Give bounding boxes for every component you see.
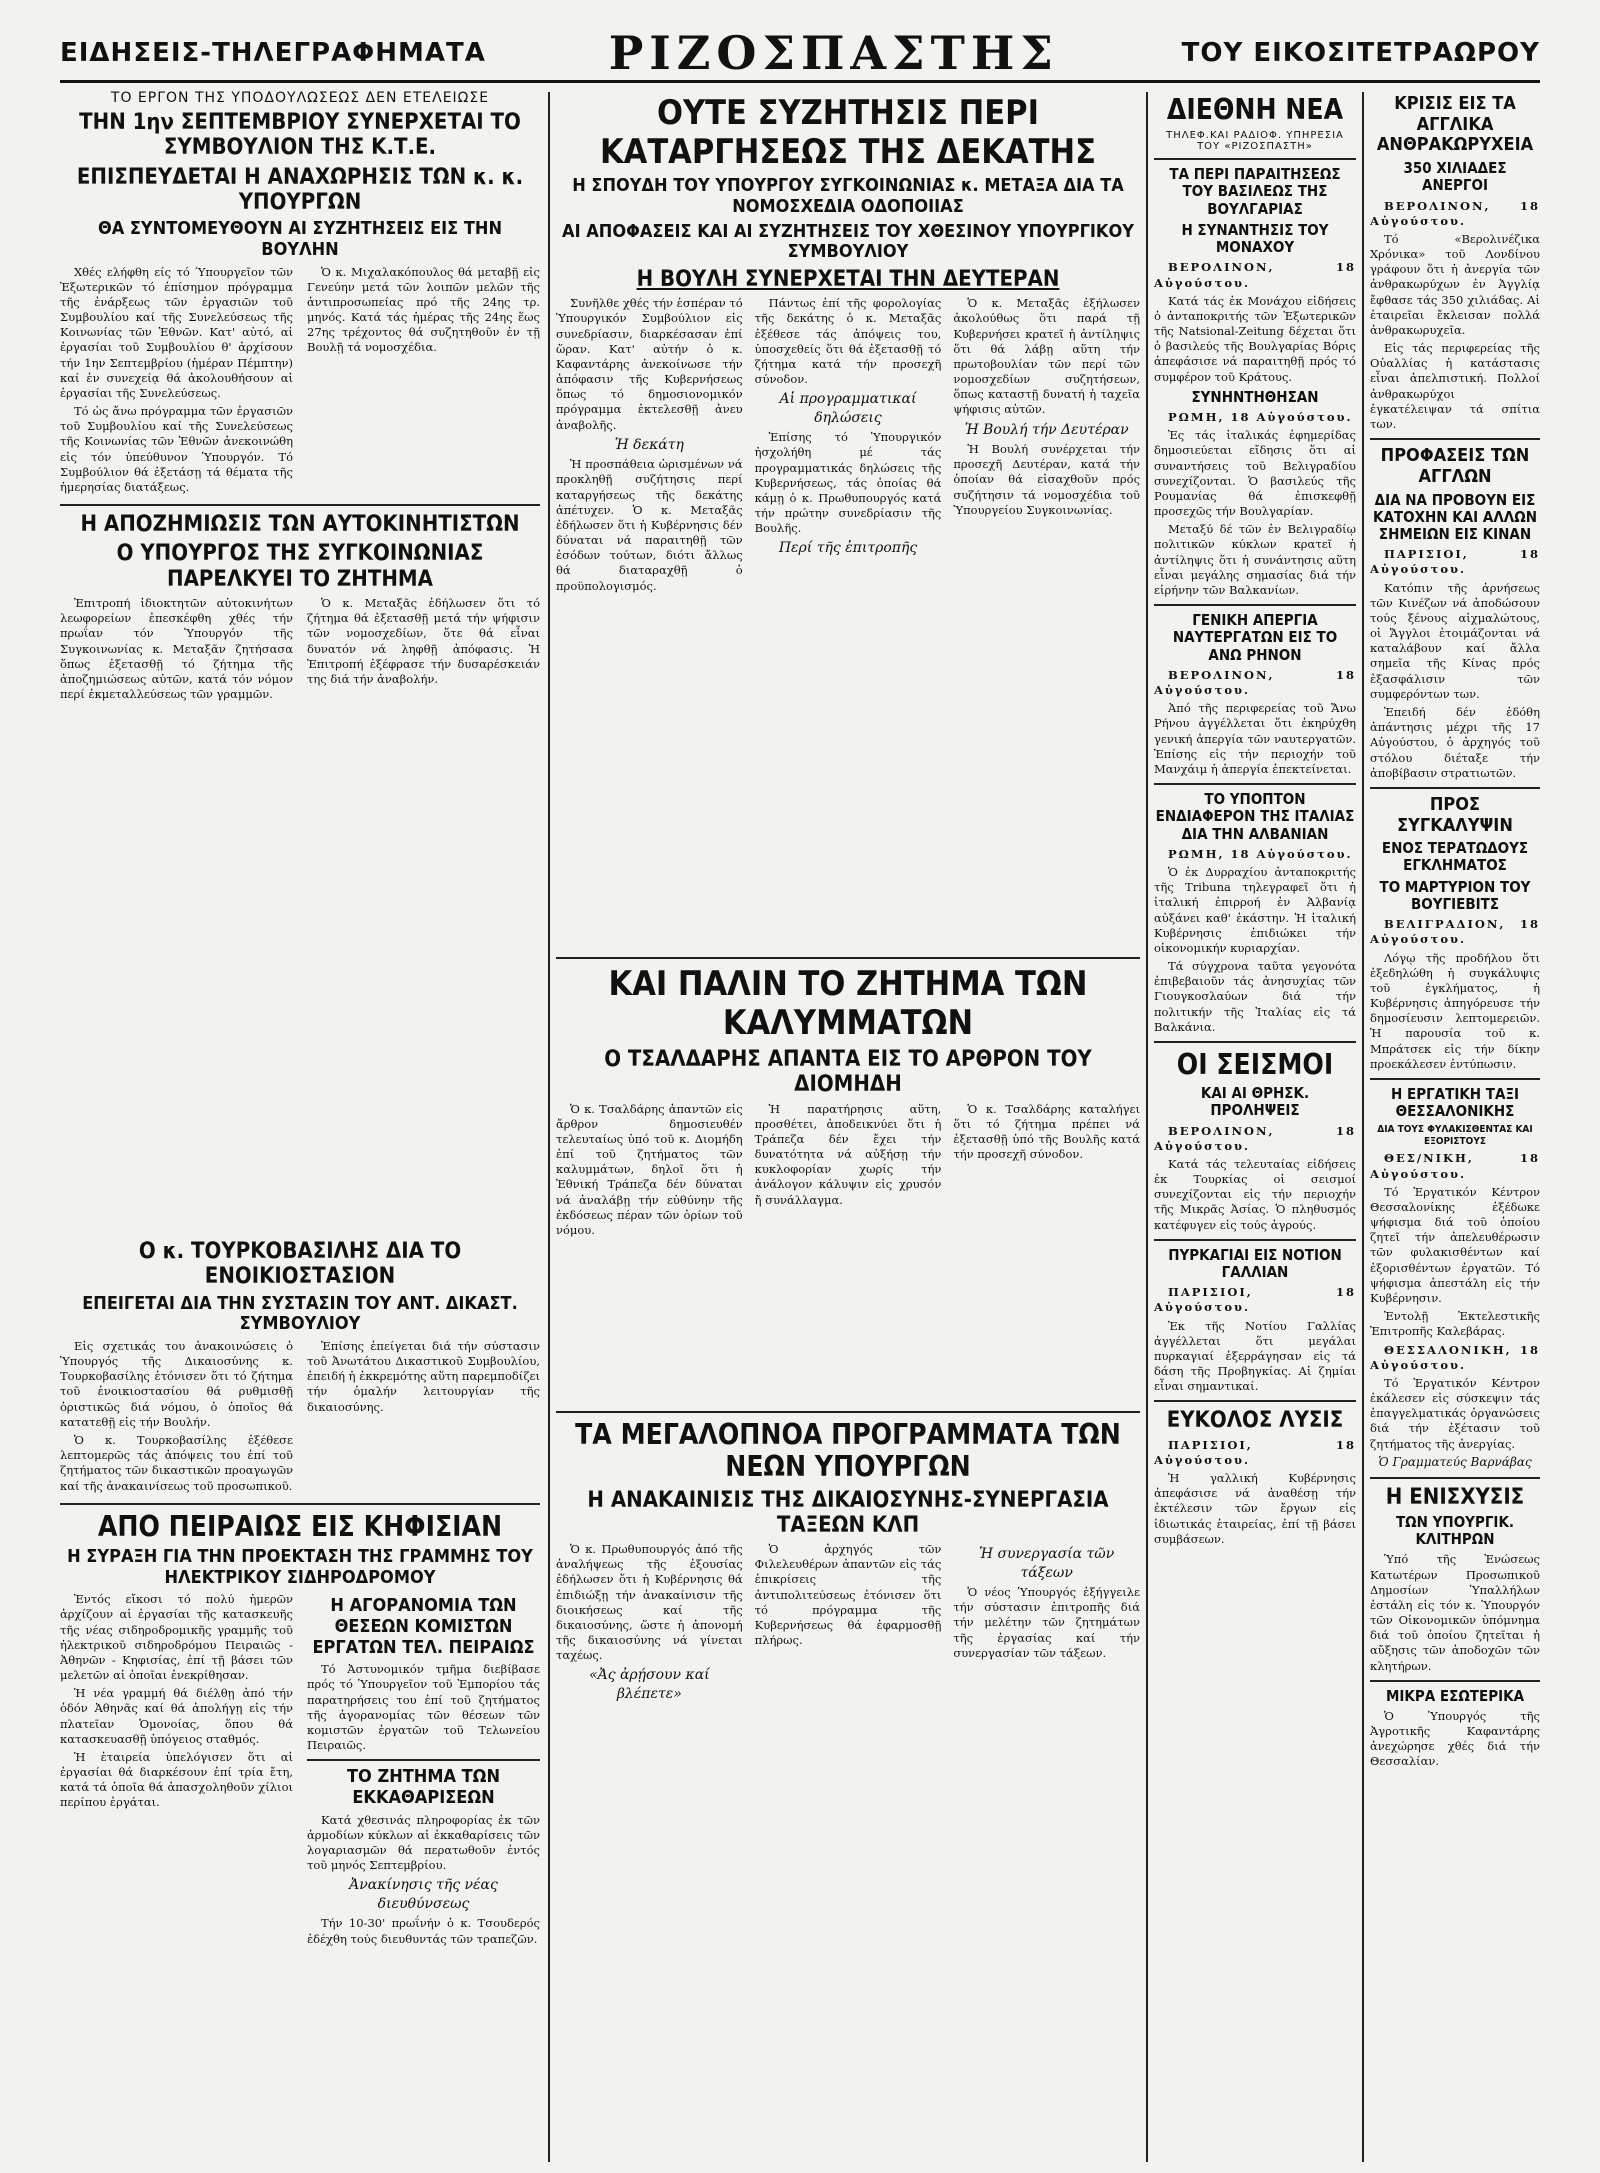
paragraph: Εἰς σχετικάς του ἀνακοινώσεις ὁ Ὑπουργός τῆς Δικαιοσύνης κ. Τουρκοβασίλης ἐτόνισεν ὅτι τό ζήτημα τοῦ ἐνοικιοστασίου θά ρυθμισθῇ ὁριστικῶς διά νόμου, ὁ ὁποῖος θά κατατεθῇ εἰς τήν Βουλήν. [60, 1338, 293, 1429]
article-headline: Η ΕΡΓΑΤΙΚΗ ΤΑΞΙ ΘΕΣΣΑΛΟΝΙΚΗΣ [1390, 1084, 1519, 1121]
paragraph: Ἡ γαλλική Κυβέρνησις ἀπεφάσισε νά ἀναθέσῃ τήν ἐκτέλεσιν τῶν ἔργων εἰς ἰδιωτικάς ἑταιρείας, ἐπί τῇ βάσει συμβάσεων. [1154, 1471, 1356, 1546]
paragraph: Ἐπίσης ἐπείγεται διά τήν σύστασιν τοῦ Ἀνωτάτου Δικαστικοῦ Συμβουλίου, ἐπειδή ἡ ἐκκρεμότης αὕτη παρεμποδίζει τήν ὁμαλήν λειτουργίαν τῆς δικαιοσύνης. [307, 1338, 540, 1414]
paragraph: Τό Ἐργατικόν Κέντρον Θεσσαλονίκης ἐξέδωκε ψήφισμα διά τοῦ ὁποίου ζητεῖ τήν ἀπελευθέρωσιν τῶν φυλακισθέντων καί ἐξορισθέντων ἐργατῶν. Τό ψήφισμα ἀπεστάλη εἰς τήν Κυβέρνησιν. [1370, 1184, 1540, 1305]
paragraph: Συνῆλθε χθές τήν ἑσπέραν τό Ὑπουργικόν Συμβούλιον εἰς συνεδρίασιν, διαρκέσασαν ἐπί ὥραν. Κατ' αὐτήν ὁ κ. Καφαντάρης ἀνεκοίνωσε τήν ἀπόφασιν τῆς Κυβερνήσεως ὅπως τό δημοσιονομικόν πρόγραμμα ἐκτελεσθῇ ἀνευ ἀναβολῆς. [556, 296, 743, 432]
article-subhead: ΔΙΑ ΤΟΥΣ ΦΥΛΑΚΙΣΘΕΝΤΑΣ ΚΑΙ ΕΞΟΡΙΣΤΟΥΣ [1377, 1124, 1533, 1147]
article-subhead: ΤΟ ΜΑΡΤΥΡΙΟΝ ΤΟΥ ΒΟΥΓΙΕΒΙΤΣ [1379, 877, 1531, 913]
paragraph: Ἐπιτροπή ἰδιοκτητῶν αὐτοκινήτων λεωφορείων ἐπεσκέφθη χθές τήν πρωΐαν τόν Ὑπουργόν τῆς Συγκοινωνίας κ. Μεταξᾶν ζητήσασα ὅπως ἐξετασθῇ τό ζήτημα τῆς ἀποζημιώσεως αὐτῶν, κατά τόν νόμον περί ἐκμεταλλεύσεως τῶν γραμμῶν. [60, 596, 293, 702]
masthead-rule [60, 80, 1540, 83]
divider [556, 957, 1140, 959]
column-left-top [60, 90, 540, 1220]
signature-line: Ὁ Γραμματεύς Βαρνάβας [1378, 1454, 1532, 1469]
article-subhead: ΔΙΑ ΝΑ ΠΡΟΒΟΥΝ ΕΙΣ ΚΑΤΟΧΗΝ ΚΑΙ ΑΛΛΩΝ ΣΗΜΕΙΩΝ ΕΙΣ ΚΙΝΑΝ [1373, 490, 1537, 544]
column-international [1154, 90, 1356, 2160]
paragraph: Ὁ κ. Τσαλδάρης ἀπαντῶν εἰς ἄρθρον δημοσιευθέν τελευταίως ὑπό τοῦ κ. Διομήδη ἐπί τοῦ ζητήματος τῶν καλυμμάτων, δηλοῖ ὅτι ἡ Ἐθνική Τράπεζα δέν δύναται νά ἀναλάβῃ τήν εὐθύνην τῆς ἐκδόσεως πέραν τῶν ὁρίων τοῦ νόμου. [556, 1101, 743, 1237]
article-headline: ΟΙ ΣΕΙΣΜΟΙ [1176, 1047, 1334, 1081]
article-headline: ΤΟ ΖΗΤΗΜΑ ΤΩΝ ΕΚΚΑΘΑΡΙΣΕΩΝ [347, 1766, 500, 1809]
paragraph: Ἐς τάς ἰταλικάς ἐφημερίδας δημοσιεύεται εἴδησις ὅτι αἱ συναντήσεις τοῦ Βελιγραδίου συνεχίζονται. Ὁ βασιλεύς τῆς Ρουμανίας θά ἐπισκεφθῇ προσεχῶς τήν Βουλγαρίαν. [1154, 428, 1356, 519]
paragraph: Ὁ ἀρχηγός τῶν Φιλελευθέρων ἀπαντῶν εἰς τάς ἐπικρίσεις τῆς ἀντιπολιτεύσεως ἐτόνισεν ὅτι τό πρόγραμμα τῆς Κυβερνήσεως θά ἐφαρμοσθῇ πλήρως. [754, 1542, 942, 1648]
article-subhead: ΚΑΙ ΑΙ ΘΡΗΣΚ. ΠΡΟΛΗΨΕΙΣ [1200, 1084, 1310, 1120]
article-headline: ΚΑΙ ΠΑΛΙΝ ΤΟ ΖΗΤΗΜΑ ΤΩΝ ΚΑΛΥΜΜΑΤΩΝ [608, 963, 1088, 1043]
article-headline: ΤΑ ΠΕΡΙ ΠΑΡΑΙΤΗΣΕΩΣ ΤΟΥ ΒΑΣΙΛΕΩΣ ΤΗΣ ΒΟΥΛΓΑΡΙΑΣ [1169, 165, 1341, 218]
paragraph: Ἐπειδή δέν ἐδόθη ἀπάντησις μέχρι τῆς 17 Αὐγούστου, ὁ ἀρχηγός τοῦ στόλου διέταξε τήν ἀποβίβασιν στρατιωτῶν. [1370, 704, 1540, 780]
dateline: ΡΩΜΗ, 18 Αὐγούστου. [1168, 846, 1353, 861]
divider [1370, 1477, 1540, 1479]
paragraph: Τήν 10-30' πρωΐνήν ὁ κ. Τσουδερός ἐδέχθη τούς διευθυντάς τῶν τραπεζῶν. [307, 1916, 540, 1946]
divider [1154, 604, 1356, 606]
section-title: ΔΙΕΘΝΗ ΝΕΑ [1166, 93, 1344, 126]
paragraph: Τό ὡς ἄνω πρόγραμμα τῶν ἐργασιῶν τοῦ Συμβουλίου καί τῆς Συνελεύσεως τῆς Κοινωνίας τῶν Ἐθνῶν ἀνεκοινώθη εἰς τόν ὑπεύθυνον Ὑπουργόν. Τό Συμβούλιον θά ἐξετάσῃ τά θέματα τῆς ἡμερησίας διατάξεως. [60, 404, 293, 494]
masthead-left: ΕΙΔΗΣΕΙΣ-ΤΗΛΕΓΡΑΦΗΜΑΤΑ [60, 38, 486, 68]
section-subtitle: Ἡ Βουλή τήν Δευτέραν [964, 421, 1129, 438]
article-subhead: Η ΒΟΥΛΗ ΣΥΝΕΡΧΕΤΑΙ ΤΗΝ ΔΕΥΤΕΡΑΝ [636, 266, 1060, 292]
paragraph: Ἡ ἑταιρεία ὑπελόγισεν ὅτι αἱ ἐργασίαι θά διαρκέσουν ἐπί τρία ἔτη, κατά τά ὁποῖα θά ἀπασχοληθοῦν χίλιοι περίπου ἐργάται. [60, 1749, 293, 1810]
divider [60, 504, 540, 506]
article-body [556, 1542, 1140, 1706]
paragraph: Τά σύγχρονα ταῦτα γεγονότα ἐπιβεβαιοῦν τάς ἀνησυχίας τῶν Γιουγκοσλαύων διά τήν πολιτικήν τῆς Ἰταλίας εἰς τά Βαλκάνια. [1154, 959, 1356, 1034]
masthead-right: ΤΟΥ ΕΙΚΟΣΙΤΕΤΡΑΩΡΟΥ [1181, 38, 1540, 68]
article-headline: ΠΥΡΚΑΓΙΑΙ ΕΙΣ ΝΟΤΙΟΝ ΓΑΛΛΙΑΝ [1168, 1245, 1342, 1282]
masthead [60, 26, 1540, 80]
dateline: ΠΑΡΙΣΙΟΙ, 18 Αὐγούστου. [1154, 1437, 1356, 1467]
article-body [60, 1339, 540, 1497]
paragraph: Τό Ἀστυνομικόν τμῆμα διεβίβασε πρός τό Ὑπουργεῖον τοῦ Ἐμπορίου τάς παρατηρήσεις του ἐπί τοῦ ζητήματος τῆς ἀγορανομίας τῶν θέσεων τῶν κομιστῶν ἐργατῶν τοῦ Τελωνείου Πειραιῶς. [307, 1662, 540, 1753]
divider [1154, 1239, 1356, 1241]
article-headline: Η ΑΓΟΡΑΝΟΜΙΑ ΤΩΝ ΘΕΣΕΩΝ ΚΟΜΙΣΤΩΝ ΕΡΓΑΤΩΝ ΤΕΛ. ΠΕΙΡΑΙΩΣ [312, 1595, 535, 1658]
column-rule [548, 92, 550, 2162]
paragraph: Ἀπό τῆς περιφερείας τοῦ Ἄνω Ρήνου ἀγγέλλεται ὅτι ἐκηρύχθη γενική ἀπεργία τῶν ναυτεργατῶν. Ἐπίσης εἰς τήν περιοχήν τοῦ Μανχάιμ ἡ ἀπεργία ἐπεκτείνεται. [1154, 701, 1356, 776]
paragraph: Ἐντός εἴκοσι τό πολύ ἡμερῶν ἀρχίζουν αἱ ἐργασίαι τῆς κατασκευῆς τῆς νέας σιδηροδρομικῆς γραμμῆς τοῦ ἠλεκτρικοῦ σιδηροδρόμου Πειραιῶς - Ἀθηνῶν - Κηφισίας, ἐπί τῇ βάσει τῶν μελετῶν αἱ ὁποῖαι ἐνεκρίθησαν. [60, 1592, 293, 1683]
paragraph: Εἰς τάς περιφερείας τῆς Οὐαλλίας ἡ κατάστασις εἶναι ἀπελπιστική. Πολλοί ἀνθρακωρύχοι ἐγκατέλειψαν τά σπίτια των. [1370, 341, 1540, 431]
paragraph: Ὁ Ὑπουργός τῆς Ἀγροτικῆς Καφαντάρης ἀνεχώρησε χθές διά τήν Θεσσαλίαν. [1370, 1708, 1540, 1769]
dateline: ΒΕΡΟΛΙΝΟΝ, 18 Αὐγούστου. [1154, 260, 1356, 290]
section-subtitle: Ἡ δεκάτη [614, 436, 684, 453]
section-subtitle: Ἀνακίνησις τῆς νέας διευθύνσεως [349, 1877, 498, 1912]
paragraph: Ἡ Βουλή συνέρχεται τήν προσεχῆ Δευτέραν, κατά τήν ὁποίαν θά εἰσαχθοῦν πρός συζήτησιν τά νομοσχέδια τοῦ Ὑπουργείου Συγκοινωνίας. [953, 442, 1140, 517]
paragraph: Ἐκ τῆς Νοτίου Γαλλίας ἀγγέλλεται ὅτι μεγάλαι πυρκαγιαί ἐξερράγησαν εἰς τά δάση τῆς Προβηγκίας. Αἱ ζημίαι εἶναι σημαντικαί. [1154, 1318, 1356, 1394]
dateline: ΘΕΣ/ΝΙΚΗ, 18 Αὐγούστου. [1370, 1151, 1540, 1181]
paragraph: Τό Ἐργατικόν Κέντρον ἐκάλεσεν εἰς σύσκεψιν τάς ἐπαγγελματικάς ὀργανώσεις διά τήν ἐξέτασιν τοῦ ζητήματος τῆς ἀνεργίας. [1370, 1375, 1540, 1451]
article-headline: Η ΑΠΟΖΗΜΙΩΣΙΣ ΤΩΝ ΑΥΤΟΚΙΝΗΤΙΣΤΩΝ [80, 512, 520, 538]
paragraph: Ἡ νέα γραμμή θά διέλθῃ ἀπό τήν ὁδόν Ἀθηνᾶς καί θά ἀπολήγῃ εἰς τήν πλατεῖαν Ὁμονοίας, ὅπου θά κατασκευασθῇ ὑπόγειος σταθμός. [60, 1686, 293, 1746]
column-center [556, 90, 1140, 2160]
article-subhead: ΕΠΙΣΠΕΥΔΕΤΑΙ Η ΑΝΑΧΩΡΗΣΙΣ ΤΩΝ κ. κ. ΥΠΟΥΡΓΩΝ [76, 164, 524, 215]
column-right [1370, 90, 1540, 2160]
article-subhead: Η ΑΝΑΚΑΙΝΙΣΙΣ ΤΗΣ ΔΙΚΑΙΟΣΥΝΗΣ-ΣΥΝΕΡΓΑΣΙΑ ΤΑΞΕΩΝ ΚΛΠ [587, 1487, 1109, 1538]
article-headline: ΕΥΚΟΛΟΣ ΛΥΣΙΣ [1166, 1408, 1344, 1434]
paragraph: Ὁ κ. Πρωθυπουργός ἀπό τῆς ἀναλήψεως τῆς ἐξουσίας ἐδήλωσεν ὅτι ἡ Κυβέρνησις θά ἐπιδιώξῃ τήν ἀνακαίνισιν τῆς διοικήσεως καί τῆς δικαιοσύνης, ὥστε ἡ ἀπονομή τῆς δικαιοσύνης νά γίνεται ταχέως. [556, 1542, 743, 1663]
article-subhead: ΕΠΕΙΓΕΤΑΙ ΔΙΑ ΤΗΝ ΣΥΣΤΑΣΙΝ ΤΟΥ ΑΝΤ. ΔΙΚΑΣΤ. ΣΥΜΒΟΥΛΙΟΥ [82, 1292, 518, 1335]
paragraph: Κατά τάς τελευταίας εἰδήσεις ἐκ Τουρκίας οἱ σεισμοί συνεχίζονται εἰς τήν περιοχήν τῆς Μικρᾶς Ἀσίας. Ὁ πληθυσμός κατέφυγεν εἰς τούς ἀγρούς. [1154, 1156, 1356, 1232]
article-headline: Ο κ. ΤΟΥΡΚΟΒΑΣΙΛΗΣ ΔΙΑ ΤΟ ΕΝΟΙΚΙΟΣΤΑΣΙΟΝ [138, 1239, 462, 1290]
divider [1154, 1400, 1356, 1402]
paragraph: Μεταξύ δέ τῶν ἐν Βελιγραδίῳ πολιτικῶν κύκλων κρατεῖ ἡ ἀντίληψις ὅτι ἡ συνάντησις αὕτη εἶναι μεγάλης σημασίας διά τήν εἰρήνην τῶν Βαλκανίων. [1154, 522, 1356, 597]
column-left-bottom [60, 1235, 540, 2165]
article-headline: ΑΠΟ ΠΕΙΡΑΙΩΣ ΕΙΣ ΚΗΦΙΣΙΑΝ [97, 1509, 503, 1543]
divider [1154, 158, 1356, 160]
paragraph: Χθές ελήφθη είς τό Ύπουργεῖον τῶν Ἐξωτερικῶν τό ἐπίσημον πρόγραμμα τῆς ἐνάρξεως τῶν ἐργασιῶν τοῦ Συμβουλίου καί τῆς Συνελεύσεως τῆς Κοινωνίας τῶν Ἐθνῶν. Κατ' αὐτό, αἱ ἐργασίαι τοῦ Συμβουλίου θ' ἀρχίσουν τήν 1ην Σεπτεμβρίου (ἡμέραν Πέμπτην) καί ἐν συνεχείᾳ θά ἀκολουθήσουν αἱ ἐργασίαι τῆς Συνελεύσεως. [60, 264, 293, 400]
dateline: ΘΕΣΣΑΛΟΝΙΚΗ, 18 Αὐγούστου. [1370, 1342, 1540, 1372]
article-subhead: ΤΩΝ ΥΠΟΥΡΓΙΚ. ΚΛΙΤΗΡΩΝ [1395, 1512, 1515, 1549]
divider [1370, 787, 1540, 789]
paragraph: Ἡ προσπάθεια ὡρισμένων νά προκληθῇ συζήτησις περί καταργήσεως τῆς δεκάτης ἀπέτυχεν. Ὁ κ. Μεταξᾶς ἐδήλωσεν ὅτι ἡ Κυβέρνησις δέν δύναται νά παραιτηθῇ τῶν ἐσόδων τούτων, διότι ἄλλως θά διαταραχθῇ ὁ προϋπολογισμός. [556, 457, 743, 593]
lead-headline: ΟΥΤΕ ΣΥΖΗΤΗΣΙΣ ΠΕΡΙ ΚΑΤΑΡΓΗΣΕΩΣ ΤΗΣ ΔΕΚΑΤΗΣ [599, 93, 1097, 173]
article-subhead: Η ΣΥΝΑΝΤΗΣΙΣ ΤΟΥ ΜΟΝΑΧΟΥ [1181, 220, 1329, 257]
paragraph: Ὁ κ. Μιχαλακόπουλος θά μεταβῇ εἰς Γενεύην μετά τῶν λοιπῶν μελῶν τῆς ἀντιπροσωπείας πρό τῆς 24ης τρ. μηνός. Κατά τάς ἡμέρας τῆς 24ης ἕως 27ης τρέχοντος θά συζητηθοῦν ἐν τῇ Βουλῇ τά νομοσχέδια. [307, 264, 540, 355]
article-headline: ΚΡΙΣΙΣ ΕΙΣ ΤΑ ΑΓΓΛΙΚΑ ΑΝΘΡΑΚΩΡΥΧΕΙΑ [1376, 93, 1534, 156]
paragraph: Λόγῳ τῆς προδήλου ὅτι ἐξεδηλώθη ἡ συγκάλυψις τοῦ ἐγκλήματος, ἡ Κυβέρνησις ἀπηγόρευσε τήν δημοσίευσιν λεπτομερειῶν. Ἡ παρουσία τοῦ κ. Μπράτσεκ εἰς τήν δίκην προεκάλεσεν ἐντύπωσιν. [1370, 950, 1540, 1071]
dateline: ΡΩΜΗ, 18 Αὐγούστου. [1168, 410, 1353, 425]
section-subtitle: Περί τῆς ἐπιτροπῆς [778, 540, 918, 557]
dateline: ΒΕΡΟΛΙΝΟΝ, 18 Αὐγούστου. [1370, 198, 1540, 228]
divider [307, 1759, 540, 1761]
article-kicker: ΤΟ ΕΡΓΟΝ ΤΗΣ ΥΠΟΔΟΥΛΩΣΕΩΣ ΔΕΝ ΕΤΕΛΕΙΩΣΕ [110, 90, 490, 106]
dateline: ΠΑΡΙΣΙΟΙ, 18 Αὐγούστου. [1370, 547, 1540, 577]
article-headline: ΤΟ ΥΠΟΠΤΟΝ ΕΝΔΙΑΦΕΡΟΝ ΤΗΣ ΙΤΑΛΙΑΣ ΔΙΑ ΤΗΝ ΑΛΒΑΝΙΑΝ [1155, 790, 1355, 843]
article-subhead: ΘΑ ΣΥΝΤΟΜΕΥΘΟΥΝ ΑΙ ΣΥΖΗΤΗΣΕΙΣ ΕΙΣ ΤΗΝ ΒΟΥΛΗΝ [97, 218, 503, 260]
divider [1370, 1078, 1540, 1080]
article-body [556, 1102, 1140, 1242]
section-kicker: ΤΗΛΕΦ.ΚΑΙ ΡΑΔΙΟΦ. ΥΠΗΡΕΣΙΑ ΤΟΥ «ΡΙΖΟΣΠΑΣΤΗ» [1166, 130, 1344, 153]
paragraph: Κατά χθεσινάς πληροφορίας ἐκ τῶν ἁρμοδίων κύκλων αἱ ἐκκαθαρίσεις τῶν λογαριασμῶν θά περατωθοῦν ἐντός τοῦ μηνός Σεπτεμβρίου. [307, 1812, 540, 1873]
divider [1154, 1041, 1356, 1043]
paragraph: Ὑπό τῆς Ἑνώσεως Κατωτέρων Προσωπικοῦ Δημοσίων Ὑπαλλήλων ἐστάλη εἰς τόν κ. Ὑπουργόν τῶν Οἰκονομικῶν ὑπόμνημα διά τοῦ ὁποίου ζητεῖται ἡ αὔξησις τῶν ἀποδοχῶν τῶν κλητήρων. [1370, 1552, 1540, 1673]
section-subtitle: Αἱ προγραμματικαί δηλώσεις [779, 391, 917, 426]
column-rule [1146, 92, 1148, 2162]
article-subhead: ΕΝΟΣ ΤΕΡΑΤΩΔΟΥΣ ΕΓΚΛΗΜΑΤΟΣ [1381, 839, 1529, 875]
paragraph: Πάντως ἐπί τῆς φορολογίας τῆς δεκάτης ὁ κ. Μεταξᾶς ἐξέθεσε τάς ἀπόψεις του, ὑποσχεθείς ὅτι θά ἐξετασθῇ τό ζήτημα κατά τήν προσεχῆ σύνοδον. [754, 296, 942, 387]
article-subhead: Ο ΤΣΑΛΔΑΡΗΣ ΑΠΑΝΤΑ ΕΙΣ ΤΟ ΑΡΘΡΟΝ ΤΟΥ ΔΙΟΜΗΔΗ [604, 1046, 1092, 1098]
dateline: ΠΑΡΙΣΙΟΙ, 18 Αὐγούστου. [1154, 1285, 1356, 1315]
divider [60, 1503, 540, 1505]
paragraph: Ἐπίσης τό Ὑπουργικόν ἠσχολήθη μέ τάς προγραμματικάς δηλώσεις τῆς Κυβερνήσεως, τάς ὁποίας θά κάμῃ ὁ κ. Πρωθυπουργός κατά τήν πρώτην συνεδρίασιν τῆς Βουλῆς. [754, 430, 942, 536]
dateline: ΒΕΛΙΓΡΑΔΙΟΝ, 18 Αὐγούστου. [1370, 917, 1540, 947]
paragraph: Ὁ κ. Τσαλδάρης καταλήγει ὅτι τό ζήτημα πρέπει νά ἐξετασθῇ ὑπό τῆς Βουλῆς κατά τήν προσεχῆ σύνοδον. [953, 1101, 1140, 1162]
column-rule [1362, 92, 1364, 2162]
paragraph: Ἡ παρατήρησις αὕτη, προσθέτει, ἀποδεικνύει ὅτι ἡ Τράπεζα δέν ἔχει τήν δυνατότητα νά αὐξήσῃ τήν κυκλοφορίαν χωρίς τήν ἀνάλογον κάλυψιν εἰς χρυσόν ἤ συνάλλαγμα. [754, 1101, 942, 1207]
paragraph: Ὁ κ. Τουρκοβασίλης ἐξέθεσε λεπτομερῶς τάς ἀπόψεις του ἐπί τοῦ ζητήματος τῶν δικαστικῶν προαγωγῶν καί τῆς ἀνακαινίσεως τοῦ προσωπικοῦ. [60, 1433, 293, 1493]
article-headline: Η ΕΝΙΣΧΥΣΙΣ [1385, 1484, 1525, 1510]
paragraph: Ὁ κ. Μεταξᾶς ἐδήλωσεν ὅτι τό ζήτημα θά ἐξετασθῇ μετά τήν ψήφισιν τῶν νομοσχεδίων, ὅτε θά εἶναι δυνατόν νά ληφθῇ ἀπόφασις. Ἡ Ἐπιτροπή ἐξέφρασε τήν δυσαρέσκειάν της διά τήν ἀναβολήν. [307, 596, 540, 686]
divider [1154, 783, 1356, 785]
article-body [556, 296, 1140, 597]
paragraph: Κατά τάς ἐκ Μονάχου εἰδήσεις ὁ ἀνταποκριτής τῶν Ἐξωτερικῶν τῆς Natsional-Zeitung δέχεται ὅτι ὁ βασιλεύς τῆς Βουλγαρίας Βόρις ἀπεφάσισε νά παραιτηθῇ πρός τό συμφέρον τοῦ Κράτους. [1154, 293, 1356, 384]
section-subtitle: «Ἀς ἀρῄσουν καί βλέπετε» [589, 1667, 710, 1702]
article-headline: ΜΙΚΡΑ ΕΣΩΤΕΡΙΚΑ [1385, 1686, 1525, 1705]
paragraph: Ὁ νέος Ὑπουργός ἐξήγγειλε τήν σύστασιν ἐπιτροπῆς διά τήν μελέτην τῶν ζητημάτων τῆς ἐργασίας καί τήν συνεργασίαν τῶν τάξεων. [953, 1585, 1140, 1660]
newspaper-title: ΡΙΖΟΣΠΑΣΤΗΣ [608, 26, 1059, 80]
article-subhead: Η ΣΥΡΑΞΗ ΓΙΑ ΤΗΝ ΠΡΟΕΚΤΑΣΗ ΤΗΣ ΓΡΑΜΜΗΣ ΤΟΥ ΗΛΕΚΤΡΙΚΟΥ ΣΙΔΗΡΟΔΡΟΜΟΥ [67, 1545, 533, 1588]
paragraph: Ὁ κ. Μεταξᾶς ἐξήλωσεν ἀκολούθως ὅτι παρά τῇ Κυβερνήσει κρατεῖ ἡ ἀντίληψις ὅτι θά λάβῃ αὕτη τήν πρωτοβουλίαν τῶν περί τῶν νομοσχεδίων συζητήσεων, ὅπως καταστῇ δυνατή ἡ ταχεῖα ψήφισις αὐτῶν. [953, 296, 1140, 417]
paragraph: Ὁ ἐκ Δυρραχίου ἀνταποκριτής τῆς Tribuna τηλεγραφεῖ ὅτι ἡ ἰταλική ἐπιρροή ἐν Ἀλβανίᾳ αὐξάνει καθ' ἑκάστην. Ἡ ἰταλική Κυβέρνησις ἐπιδιώκει τήν οἰκονομικήν κυριαρχίαν. [1154, 865, 1356, 955]
article-headline: ΤΑ ΜΕΓΑΛΟΠΝΟΑ ΠΡΟΓΡΑΜΜΑΤΑ ΤΩΝ ΝΕΩΝ ΥΠΟΥΡΓΩΝ [575, 1418, 1121, 1484]
article-body [60, 265, 540, 499]
dateline: ΒΕΡΟΛΙΝΟΝ, 18 Αὐγούστου. [1154, 667, 1356, 698]
article-headline: ΠΡΟΦΑΣΕΙΣ ΤΩΝ ΑΓΓΛΩΝ [1380, 445, 1530, 487]
section-subtitle: Ἡ συνεργασία τῶν τάξεων [979, 1546, 1115, 1581]
article-headline: ΓΕΝΙΚΗ ΑΠΕΡΓΙΑ ΝΑΥΤΕΡΓΑΤΩΝ ΕΙΣ ΤΟ ΑΝΩ ΡΗΝΟΝ [1172, 611, 1338, 664]
dateline: ΒΕΡΟΛΙΝΟΝ, 18 Αὐγούστου. [1154, 1123, 1356, 1153]
article-subhead: ΑΙ ΑΠΟΦΑΣΕΙΣ ΚΑΙ ΑΙ ΣΥΖΗΤΗΣΕΙΣ ΤΟΥ ΧΘΕΣΙΝΟΥ ΥΠΟΥΡΓΙΚΟΥ ΣΥΜΒΟΥΛΙΟΥ [562, 220, 1134, 263]
paragraph: Κατόπιν τῆς ἀρνήσεως τῶν Κινέζων νά ἀποδώσουν τούς ξένους αἰχμαλώτους, οἱ Ἄγγλοι ἐτοιμάζονται νά καταλάβουν καί ἄλλα σημεῖα τῆς Κίνας πρός ἐξασφάλισιν τῶν συμφερόντων των. [1370, 580, 1540, 701]
paragraph: Ἐντολῇ Ἐκτελεστικῆς Ἐπιτροπῆς Καλεβάρας. [1370, 1309, 1540, 1339]
divider [1370, 438, 1540, 440]
article-headline: ΠΡΟΣ ΣΥΓΚΑΛΥΨΙΝ [1397, 793, 1513, 836]
article-subhead: Ο ΥΠΟΥΡΓΟΣ ΤΗΣ ΣΥΓΚΟΙΝΩΝΙΑΣ ΠΑΡΕΛΚΥΕΙ ΤΟ ΖΗΤΗΜΑ [116, 541, 484, 592]
article-headline: ΤΗΝ 1ην ΣΕΠΤΕΜΒΡΙΟΥ ΣΥΝΕΡΧΕΤΑΙ ΤΟ ΣΥΜΒΟΥΛΙΟΝ ΤΗΣ Κ.Τ.Ε. [79, 110, 521, 161]
article-headline: ΣΥΝΗΝΤΗΘΗΣΑΝ [1191, 387, 1319, 406]
article-subhead: Η ΣΠΟΥΔΗ ΤΟΥ ΥΠΟΥΡΓΟΥ ΣΥΓΚΟΙΝΩΝΙΑΣ κ. ΜΕΤΑΞΑ ΔΙΑ ΤΑ ΝΟΜΟΣΧΕΔΙΑ ΟΔΟΠΟΙΙΑΣ [572, 175, 1124, 217]
divider [1370, 1680, 1540, 1682]
article-body [60, 596, 540, 705]
article-body [60, 1592, 540, 1949]
paragraph: Τό «Βερολινέζικα Χρόνικα» τοῦ Λονδίνου γράφουν ὅτι ἡ ἀνεργία τῶν ἀνθρακωρύχων ἐν Ἀγγλίᾳ ἔφθασε τάς 350 χιλιάδας. Αἱ ἑταιρεῖαι ἔκλεισαν πολλά ἀνθρακωρυχεῖα. [1370, 231, 1540, 337]
article-subhead: 350 ΧΙΛΙΑΔΕΣ ΑΝΕΡΓΟΙ [1403, 159, 1507, 195]
divider [556, 1411, 1140, 1413]
